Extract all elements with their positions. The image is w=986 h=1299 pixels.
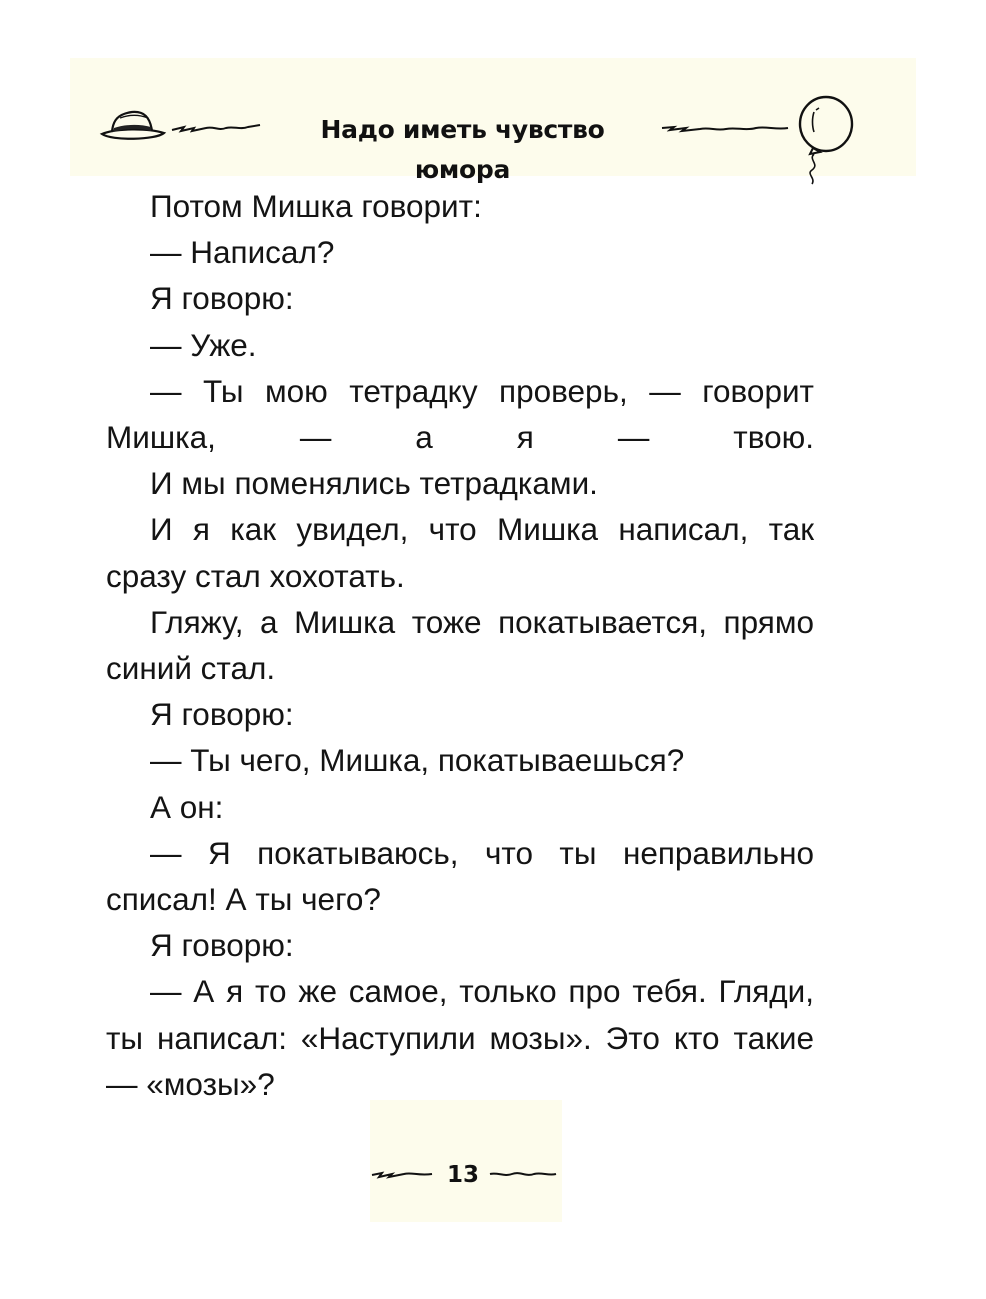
footer-right-squiggle: [488, 1166, 558, 1182]
paragraph: — Я покатываюсь, что ты неправильно списал! А ты чего?: [106, 834, 814, 918]
paragraph: Я говорю:: [150, 927, 294, 964]
paragraph: — Ты чего, Мишка, покатываешься?: [150, 742, 685, 779]
paragraph: — Уже.: [150, 326, 257, 363]
paragraph: А он:: [150, 788, 224, 825]
right-squiggle: [660, 118, 790, 138]
paragraph: Гляжу, а Мишка тоже покатывается, прямо синий стал.: [106, 603, 814, 687]
left-squiggle: [170, 118, 262, 138]
paragraph: — Ты мою тетрадку проверь, — говорит Мишка, — а я — твою.: [106, 372, 814, 456]
paragraph: И мы поменялись тетрадками.: [150, 465, 598, 502]
paragraph: — Написал?: [150, 234, 335, 271]
paragraph: — А я то же самое, только про тебя. Гляди, ты написал: «Наступили мозы». Это кто такие — «мозы»?: [106, 973, 814, 1102]
hat-icon: [98, 100, 168, 150]
page-number: 13: [446, 1162, 479, 1188]
paragraph: И я как увидел, что Мишка написал, так сразу стал хохотать.: [106, 511, 814, 594]
paragraph: Потом Мишка говорит:: [150, 188, 482, 224]
paragraph: Я говорю:: [150, 696, 294, 733]
footer-left-squiggle: [370, 1166, 434, 1182]
body-text: [106, 183, 814, 1107]
paragraph: Я говорю:: [150, 280, 294, 317]
running-title: Надо иметь чувство юмора: [320, 115, 605, 184]
balloon-icon: [786, 92, 856, 188]
